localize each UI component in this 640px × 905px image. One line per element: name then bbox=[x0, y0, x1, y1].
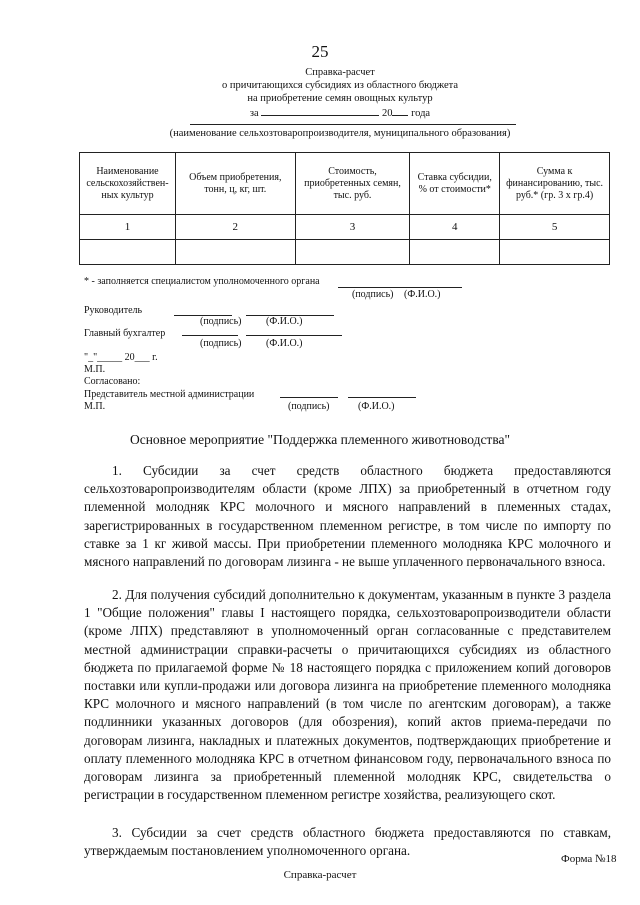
table-row bbox=[80, 240, 610, 265]
paragraph-text: 3. Субсидии за счет средств областного бюджета предоставляются по ставкам, утверждаемым постановлением уполномоченного органа. bbox=[84, 825, 611, 859]
table-cell bbox=[295, 240, 410, 265]
signature-caption: (подпись) bbox=[352, 289, 394, 300]
period-year: 20 bbox=[381, 108, 393, 119]
stamp-place: М.П. bbox=[84, 364, 106, 375]
table-column-number: 3 bbox=[295, 215, 410, 240]
name-caption: (Ф.И.О.) bbox=[266, 316, 303, 327]
head-label: Руководитель bbox=[84, 305, 143, 316]
name-caption: (Ф.И.О.) bbox=[404, 289, 441, 300]
signature-caption: (подпись) bbox=[200, 338, 242, 349]
paragraph-1 bbox=[84, 462, 611, 571]
form-header-line-2: на приобретение семян овощных культур bbox=[247, 93, 433, 104]
paragraph-3 bbox=[84, 824, 611, 860]
period-prefix: за bbox=[249, 108, 259, 119]
organization-name-line bbox=[190, 124, 516, 125]
table-column-number: 2 bbox=[175, 215, 295, 240]
table-number-row bbox=[80, 215, 610, 240]
local-admin-label: Представитель местной администрации bbox=[84, 389, 255, 400]
table-column-number: 4 bbox=[410, 215, 500, 240]
form-title: Справка-расчет bbox=[305, 67, 375, 78]
table-cell bbox=[500, 240, 610, 265]
date-line: "_"_____ 20___ г. bbox=[84, 352, 158, 363]
stamp-place: М.П. bbox=[84, 401, 106, 412]
table-cell bbox=[175, 240, 295, 265]
accountant-name-line bbox=[246, 335, 342, 336]
accountant-label: Главный бухгалтер bbox=[84, 328, 166, 339]
agreed-label: Согласовано: bbox=[84, 376, 141, 387]
table-cell bbox=[80, 240, 176, 265]
specialist-signature-line bbox=[338, 287, 462, 288]
table-header-cell: Сумма к финансированию, тыс. руб.* (гр. 3 х гр.4) bbox=[500, 153, 610, 215]
signature-caption: (подпись) bbox=[200, 316, 242, 327]
page-number: 25 bbox=[311, 42, 329, 61]
table-header-cell: Наименование сельскохозяйствен-ных культур bbox=[80, 153, 176, 215]
table-header-row bbox=[80, 153, 610, 215]
paragraph-2 bbox=[84, 586, 611, 804]
paragraph-text: 1. Субсидии за счет средств областного бюджета предоставляются сельхозтоваропроизводителям области (кроме ЛПХ) за приобретенный в отчетном году племенной молодняк КРС молочного и мясного направлений в племенных стадах, зарегистрированных в государственном племенном регистре, в том числе по импорту по ставке за 1 кг живой массы. При приобретении племенного молодняка КРС молочного и мясного направлений по договорам лизинга - не выше уплаченного первоначального взноса. bbox=[84, 463, 611, 570]
subsidy-table bbox=[79, 152, 610, 265]
form-header-line-1: о причитающихся субсидиях из областного бюджета bbox=[222, 80, 458, 91]
period-blank bbox=[261, 105, 379, 116]
footnote: * - заполняется специалистом уполномоченного органа bbox=[84, 276, 320, 287]
table-column-number: 5 bbox=[500, 215, 610, 240]
footer-title: Справка-расчет bbox=[283, 869, 357, 881]
signature-caption: (подпись) bbox=[288, 401, 330, 412]
table-cell bbox=[410, 240, 500, 265]
accountant-signature-line bbox=[182, 335, 238, 336]
admin-name-line bbox=[348, 397, 416, 398]
period-suffix: года bbox=[411, 108, 431, 119]
organization-caption: (наименование сельхозтоваропроизводителя, муниципального образования) bbox=[169, 128, 511, 139]
form-number-label: Форма №18 bbox=[561, 853, 617, 865]
name-caption: (Ф.И.О.) bbox=[266, 338, 303, 349]
table-header-cell: Стоимость, приобретенных семян, тыс. руб. bbox=[295, 153, 410, 215]
table-header-cell: Ставка субсидии, % от стоимости* bbox=[410, 153, 500, 215]
paragraph-text: 2. Для получения субсидий дополнительно к документам, указанным в пункте 3 раздела 1 "Общие положения" главы I настоящего порядка, сельхозтоваропроизводители области (кроме ЛПХ) представляют в уполномоченный орган согласованные с представителем местной администрации справки-расчеты о причитающихся субсидиях из областного бюджета по прилагаемой форме № 18 настоящего порядка с приложением копий договоров поставки или купли-продажи или договора лизинга на приобретение племенного молодняка КРС молочного и мясного направлений (в том числе по агентским договорам), а также подлинники указанных договоров (для обозрения), копий актов приема-передачи по договорам лизинга, накладных и платежных документов, подтверждающих приобретение и оплату племенного молодняка КРС в отчетном финансовом году, первоначального взноса по договорам лизинга за приобретенный племенной молодняк КРС, свидетельства о регистрации в государственном племенном регистре хозяйства, реализующего скот. bbox=[84, 587, 611, 803]
name-caption: (Ф.И.О.) bbox=[358, 401, 395, 412]
form-period-line bbox=[150, 105, 530, 120]
year-blank bbox=[392, 105, 408, 116]
table-header-cell: Объем приобретения, тонн, ц, кг, шт. bbox=[175, 153, 295, 215]
table-column-number: 1 bbox=[80, 215, 176, 240]
section-heading: Основное мероприятие "Поддержка племенного животноводства" bbox=[129, 432, 511, 447]
admin-signature-line bbox=[280, 397, 338, 398]
